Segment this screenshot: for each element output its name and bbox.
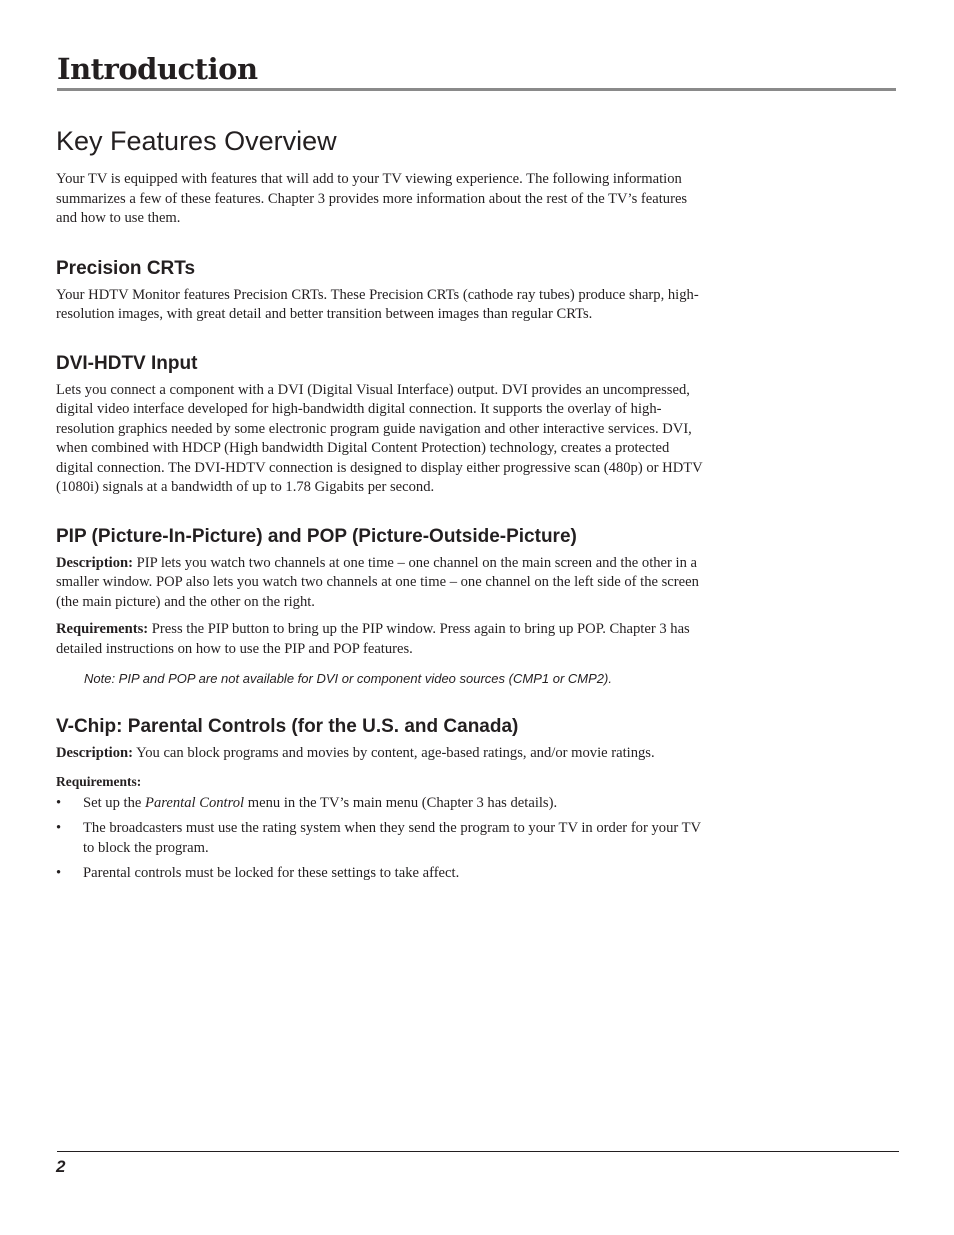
list-item-text: The broadcasters must use the rating system when they send the program to your TV in order for your TV to block the program. [83, 820, 701, 856]
section-dvi-hdtv-input [56, 351, 708, 498]
section-heading: V-Chip: Parental Controls (for the U.S. and Canada) [56, 716, 519, 737]
description-paragraph [56, 554, 708, 613]
requirements-text: Press the PIP button to bring up the PIP window. Press again to bring up POP. Chapter 3 has detailed instructions on how to use the PIP and POP features. [56, 621, 690, 657]
note-text: Note: PIP and POP are not available for DVI or component video sources (CMP1 or CMP2). [84, 671, 612, 686]
section-precision-crts [56, 256, 708, 325]
description-paragraph [56, 744, 708, 764]
menu-name: Parental Control [145, 794, 245, 811]
list-item-text: menu in the TV’s main menu (Chapter 3 has details). [244, 794, 558, 811]
page-number: 2 [56, 1157, 66, 1176]
description-text: PIP lets you watch two channels at one time – one channel on the main screen and the other in a smaller window. POP also lets you watch two channels at one time – one channel on the left side of the screen (the main picture) and the other on the right. [56, 554, 699, 610]
section-v-chip [56, 714, 708, 884]
description-text: You can block programs and movies by content, age-based ratings, and/or movie ratings. [133, 745, 655, 761]
section-body: Your HDTV Monitor features Precision CRTs. These Precision CRTs (cathode ray tubes) produce sharp, high-resolution images, with great detail and better transition between images than regular CRTs. [56, 286, 699, 322]
description-label: Description: [56, 745, 134, 761]
section-heading: DVI-HDTV Input [56, 352, 198, 374]
footer-divider [57, 1151, 899, 1152]
chapter-title: Introduction [57, 52, 258, 86]
list-item [56, 794, 708, 814]
bullet: • [56, 794, 62, 811]
list-item-text: Parental controls must be locked for these settings to take affect. [83, 865, 460, 881]
requirements-list [56, 794, 708, 884]
list-item [56, 819, 708, 858]
description-label: Description: [56, 554, 134, 571]
requirements-label: Requirements: [56, 621, 149, 637]
bullet: • [56, 820, 62, 836]
bullet: • [56, 865, 62, 881]
main-content [56, 122, 708, 910]
section-heading: PIP (Picture-In-Picture) and POP (Picture-Outside-Picture) [56, 525, 577, 547]
page-title: Key Features Overview [56, 126, 337, 156]
section-heading: Precision CRTs [56, 257, 196, 279]
section-body: Lets you connect a component with a DVI (Digital Visual Interface) output. DVI provides an uncompressed, digital video interface developed for high-bandwidth digital connection. It supports the overlay of high-resolution graphics needed by some electronic program guide navigation and other interactive services. DVI, when combined with HDCP (High bandwidth Digital Content Protection) technology, creates a protected digital connection. The DVI-HDTV connection is designed to display either progressive scan (480p) or HDTV (1080i) signals at a bandwidth of up to 1.78 Gigabits per second. [56, 381, 703, 495]
section-pip-pop [56, 524, 708, 689]
list-item-text: Set up the [83, 794, 146, 811]
requirements-label: Requirements: [56, 773, 142, 789]
list-item [56, 864, 708, 884]
header-divider [57, 88, 896, 91]
intro-paragraph: Your TV is equipped with features that will add to your TV viewing experience. The following information summarizes a few of these features. Chapter 3 provides more information about the rest of the TV’s features and how to use them. [56, 171, 688, 226]
requirements-paragraph [56, 620, 708, 659]
